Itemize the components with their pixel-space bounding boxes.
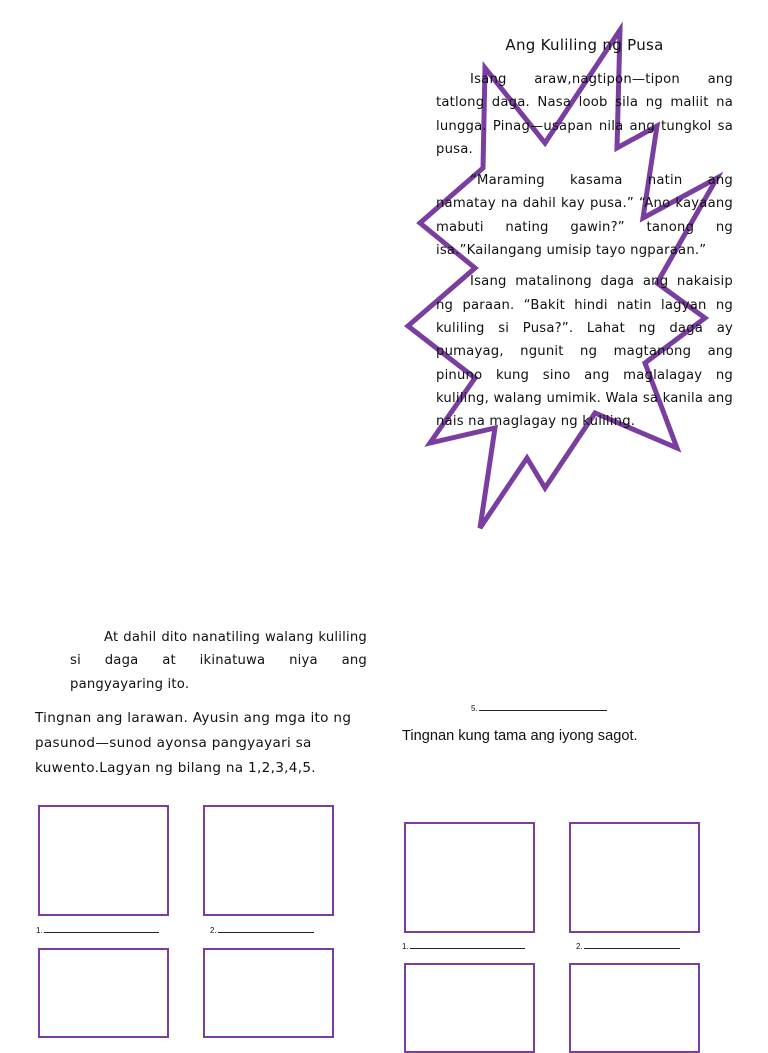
story-body — [436, 68, 733, 441]
story-paragraph: “Maraming kasama natin ang namatay na dahil kay pusa.” “Ano kayaang mabuti nating gawin?” tanong ng isa.”Kailangang umisip tayo ngparaan.” — [436, 173, 733, 259]
picture-box-left-4 — [203, 948, 334, 1038]
answer-number: 2. — [210, 926, 217, 935]
story-title: Ang Kuliling ng Pusa — [505, 36, 664, 54]
answer-line[interactable] — [44, 924, 159, 933]
answer-line[interactable] — [410, 940, 525, 949]
answer-number: 1. — [402, 942, 409, 951]
answer-label-right-2 — [576, 940, 680, 951]
picture-box-left-2 — [203, 805, 334, 916]
answer-line[interactable] — [479, 702, 607, 711]
story-ending: At dahil dito nanatiling walang kuliling si daga at ikinatuwa niya ang pangyayaring ito. — [70, 630, 367, 692]
picture-box-right-2 — [569, 822, 700, 933]
picture-box-right-3 — [404, 963, 535, 1053]
story-paragraph: Isang araw,nagtipon—tipon ang tatlong daga. Nasa loob sila ng maliit na lungga. Pinag—usapan nila ang tungkol sa pusa. — [436, 72, 733, 157]
answer-number: 1. — [36, 926, 43, 935]
answer-label-right-1 — [402, 940, 525, 951]
answer-number: 5. — [471, 704, 478, 713]
instruction-text: Tingnan ang larawan. Ayusin ang mga ito ng pasunod—sunod ayonsa pangyayari sa kuwento.Lagyan ng bilang na 1,2,3,4,5. — [35, 710, 352, 776]
answer-line[interactable] — [584, 940, 680, 949]
picture-box-right-1 — [404, 822, 535, 933]
answer-label-5 — [471, 702, 607, 713]
picture-box-right-4 — [569, 963, 700, 1053]
answer-number: 2. — [576, 942, 583, 951]
story-paragraph: Isang matalinong daga ang nakaisip ng paraan. “Bakit hindi natin lagyan ng kuliling si Pusa?”. Lahat ng daga ay pumayag, ngunit ng magtanong ang pinuno kung sino ang maglalagay ng kuliling, walang umimik. Wala sa kanila ang nais na maglagay ng kuliling. — [436, 274, 733, 430]
answer-label-left-2 — [210, 924, 314, 935]
picture-box-left-1 — [38, 805, 169, 916]
check-answer-text: Tingnan kung tama ang iyong sagot. — [402, 728, 638, 744]
answer-label-left-1 — [36, 924, 159, 935]
picture-box-left-3 — [38, 948, 169, 1038]
answer-line[interactable] — [218, 924, 314, 933]
